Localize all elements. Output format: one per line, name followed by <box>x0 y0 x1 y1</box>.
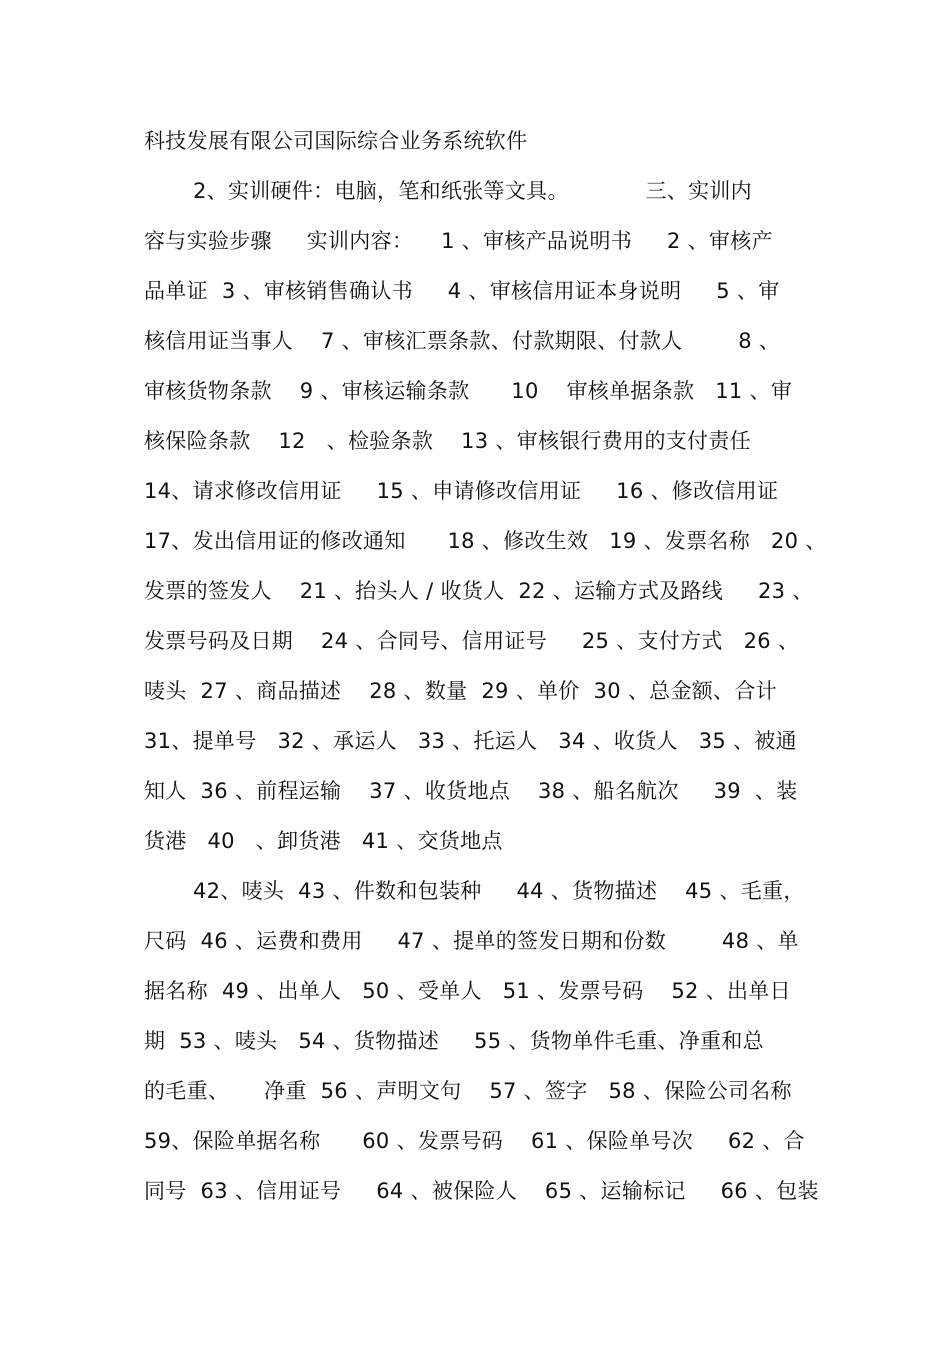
text-line: 14、请求修改信用证 15 、申请修改信用证 16 、修改信用证 <box>144 479 779 503</box>
text-line: 发票的签发人 21 、抬头人 / 收货人 22 、运输方式及路线 23 、 <box>144 579 814 603</box>
text-line: 的毛重、 净重 56 、声明文句 57 、签字 58 、保险公司名称 <box>144 1079 792 1103</box>
text-line: 42、唛头 43 、件数和包装种 44 、货物描述 45 、毛重， <box>193 879 805 903</box>
text-line: 货港 40 、卸货港 41 、交货地点 <box>144 829 503 853</box>
text-line: 2、实训硬件：电脑，笔和纸张等文具。 三、实训内 <box>193 179 752 203</box>
text-line: 品单证 3 、审核销售确认书 4 、审核信用证本身说明 5 、审 <box>144 279 780 303</box>
text-line: 据名称 49 、出单人 50 、受单人 51 、发票号码 52 、出单日 <box>144 979 791 1003</box>
text-line: 发票号码及日期 24 、合同号、信用证号 25 、支付方式 26 、 <box>144 629 800 653</box>
text-line: 知人 36 、前程运输 37 、收货地点 38 、船名航次 39 、装 <box>144 779 798 803</box>
text-line: 59、保险单据名称 60 、发票号码 61 、保险单号次 62 、合 <box>144 1129 805 1153</box>
text-line: 容与实验步骤 实训内容： 1 、审核产品说明书 2 、审核产 <box>144 229 773 253</box>
text-line: 同号 63 、信用证号 64 、被保险人 65 、运输标记 66 、包装 <box>144 1179 819 1203</box>
text-line: 核保险条款 12 、检验条款 13 、审核银行费用的支付责任 <box>144 429 751 453</box>
text-line: 科技发展有限公司国际综合业务系统软件 <box>144 129 528 153</box>
text-line: 31、提单号 32 、承运人 33 、托运人 34 、收货人 35 、被通 <box>144 729 797 753</box>
text-line: 核信用证当事人 7 、审核汇票条款、付款期限、付款人 8 、 <box>144 329 781 353</box>
text-line: 17、发出信用证的修改通知 18 、修改生效 19 、发票名称 20 、 <box>144 529 827 553</box>
text-line: 期 53 、唛头 54 、货物描述 55 、货物单件毛重、净重和总 <box>144 1029 764 1053</box>
text-line: 审核货物条款 9 、审核运输条款 10 审核单据条款 11 、审 <box>144 379 793 403</box>
text-line: 尺码 46 、运费和费用 47 、提单的签发日期和份数 48 、单 <box>144 929 799 953</box>
text-line: 唛头 27 、商品描述 28 、数量 29 、单价 30 、总金额、合计 <box>144 679 777 703</box>
